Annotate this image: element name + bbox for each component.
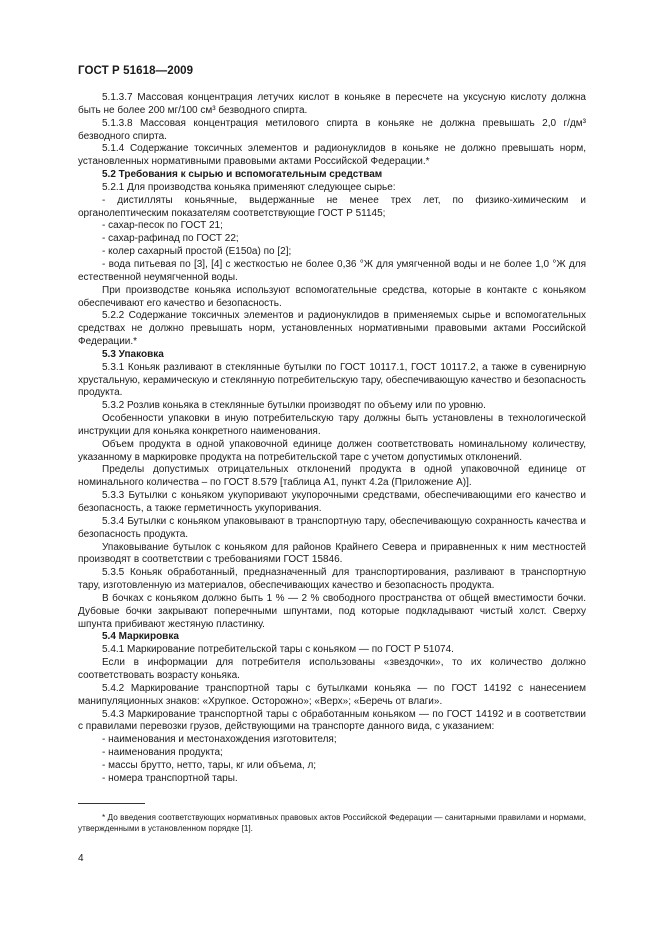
paragraph: - наименования продукта; xyxy=(102,747,223,759)
footnote: * До введения соответствующих нормативных правовых актов Российской Федерации — санитарными правилами и нормами, утвержденными в установленном порядке [1]. xyxy=(78,813,586,833)
standard-header: ГОСТ Р 51618—2009 xyxy=(78,65,194,77)
paragraph: В бочках с коньяком должно быть 1 % — 2 % свободного пространства от общей вместимости бочки. Дубовые бочки закрывают поперечными шпунтами, под которые подкладывают чистый холст. Сверху шпунта прибивают жестяную пластинку. xyxy=(78,592,586,630)
paragraph: - наименования и местонахождения изготовителя; xyxy=(102,734,337,746)
footnote-rule xyxy=(78,803,145,804)
paragraph: - дистилляты коньячные, выдержанные не менее трех лет, по физико-химическим и органолептическим показателям соответствующие ГОСТ Р 51145; xyxy=(78,194,586,219)
paragraph: - массы брутто, нетто, тары, кг или объема, л; xyxy=(102,759,317,771)
paragraph: 5.2.2 Содержание токсичных элементов и радионуклидов в применяемых сырье и вспомогательных средствах не должно превышать норм, установленных нормативными правовыми актами Российской Федерации.* xyxy=(78,310,586,348)
paragraph: 5.2.1 Для производства коньяка применяют следующее сырье: xyxy=(102,181,396,193)
paragraph: 5.1.3.8 Массовая концентрация метилового спирта в коньяке не должна превышать 2,0 г/дм³ безводного спирта. xyxy=(78,117,586,142)
paragraph: 5.3.3 Бутылки с коньяком укупоривают укупорочными средствами, обеспечивающими его качество и безопасность, а также герметичность укупоривания. xyxy=(78,490,586,514)
paragraph: - вода питьевая по [3], [4] с жесткостью не более 0,36 °Ж для умягченной воды и не более 1,0 °Ж для естественной неумягченной воды. xyxy=(78,258,586,283)
section-heading: 5.4 Маркировка xyxy=(102,631,179,643)
page-number: 4 xyxy=(78,853,84,864)
paragraph: 5.1.4 Содержание токсичных элементов и радионуклидов в коньяке не должно превышать норм, установленных нормативными правовыми актами Российской Федерации.* xyxy=(78,143,586,168)
paragraph: 5.3.5 Коньяк обработанный, предназначенный для транспортирования, разливают в транспортную тару, изготовленную из материалов, обеспечивающих качество и безопасность продукта. xyxy=(78,567,586,592)
paragraph: Если в информации для потребителя использованы «звездочки», то их количество должно соответствовать возрасту коньяка. xyxy=(78,657,586,681)
paragraph: 5.4.1 Маркирование потребительской тары с коньяком — по ГОСТ Р 51074. xyxy=(102,644,454,656)
paragraph: 5.3.1 Коньяк разливают в стеклянные бутылки по ГОСТ 10117.1, ГОСТ 10117.2, а также в сувенирную хрустальную, керамическую и стеклянную потребительскую тару, обеспечивающую качество и безопасность продукта. xyxy=(78,361,586,399)
paragraph: Упаковывание бутылок с коньяком для районов Крайнего Севера и приравненных к ним местностей производят в соответствии с требованиями ГОСТ 15846. xyxy=(78,541,586,566)
paragraph: - номера транспортной тары. xyxy=(102,772,238,784)
paragraph: - сахар-рафинад по ГОСТ 22; xyxy=(102,233,239,245)
section-heading: 5.3 Упаковка xyxy=(102,348,164,360)
paragraph: Пределы допустимых отрицательных отклонений продукта в одной упаковочной единице от номинального количества – по ГОСТ 8.579 [таблица А1, пункт 4.2а (Приложение А)]. xyxy=(78,464,586,489)
paragraph: Особенности упаковки в иную потребительскую тару должны быть установлены в технологической инструкции для коньяка конкретного наименования. xyxy=(78,413,586,437)
paragraph: 5.3.2 Розлив коньяка в стеклянные бутылки производят по объему или по уровню. xyxy=(102,400,486,412)
paragraph: 5.4.2 Маркирование транспортной тары с бутылками коньяка — по ГОСТ 14192 с нанесением манипуляционных знаков: «Хрупкое. Осторожно»; «Верх»; «Беречь от влаги». xyxy=(78,682,586,707)
paragraph: Объем продукта в одной упаковочной единице должен соответствовать номинальному количеству, указанному в маркировке продукта на потребительской таре с учетом допустимых отклонений. xyxy=(78,438,586,463)
body-text xyxy=(78,92,586,786)
paragraph: При производстве коньяка используют вспомогательные средства, которые в контакте с коньяком обеспечивают его качество и безопасность. xyxy=(78,284,586,309)
paragraph: - сахар-песок по ГОСТ 21; xyxy=(102,220,223,232)
section-heading: 5.2 Требования к сырью и вспомогательным средствам xyxy=(102,169,383,181)
paragraph: 5.3.4 Бутылки с коньяком упаковывают в транспортную тару, обеспечивающую сохранность качества и безопасность продукта. xyxy=(78,515,586,540)
paragraph: - колер сахарный простой (Е150а) по [2]; xyxy=(102,246,292,258)
paragraph: 5.4.3 Маркирование транспортной тары с обработанным коньяком — по ГОСТ 14192 и в соответствии с правилами перевозки грузов, действующими на транспорте данного вида, с указанием: xyxy=(78,708,586,733)
paragraph: 5.1.3.7 Массовая концентрация летучих кислот в коньяке в пересчете на уксусную кислоту должна быть не более 200 мг/100 см³ безводного спирта. xyxy=(78,92,586,116)
